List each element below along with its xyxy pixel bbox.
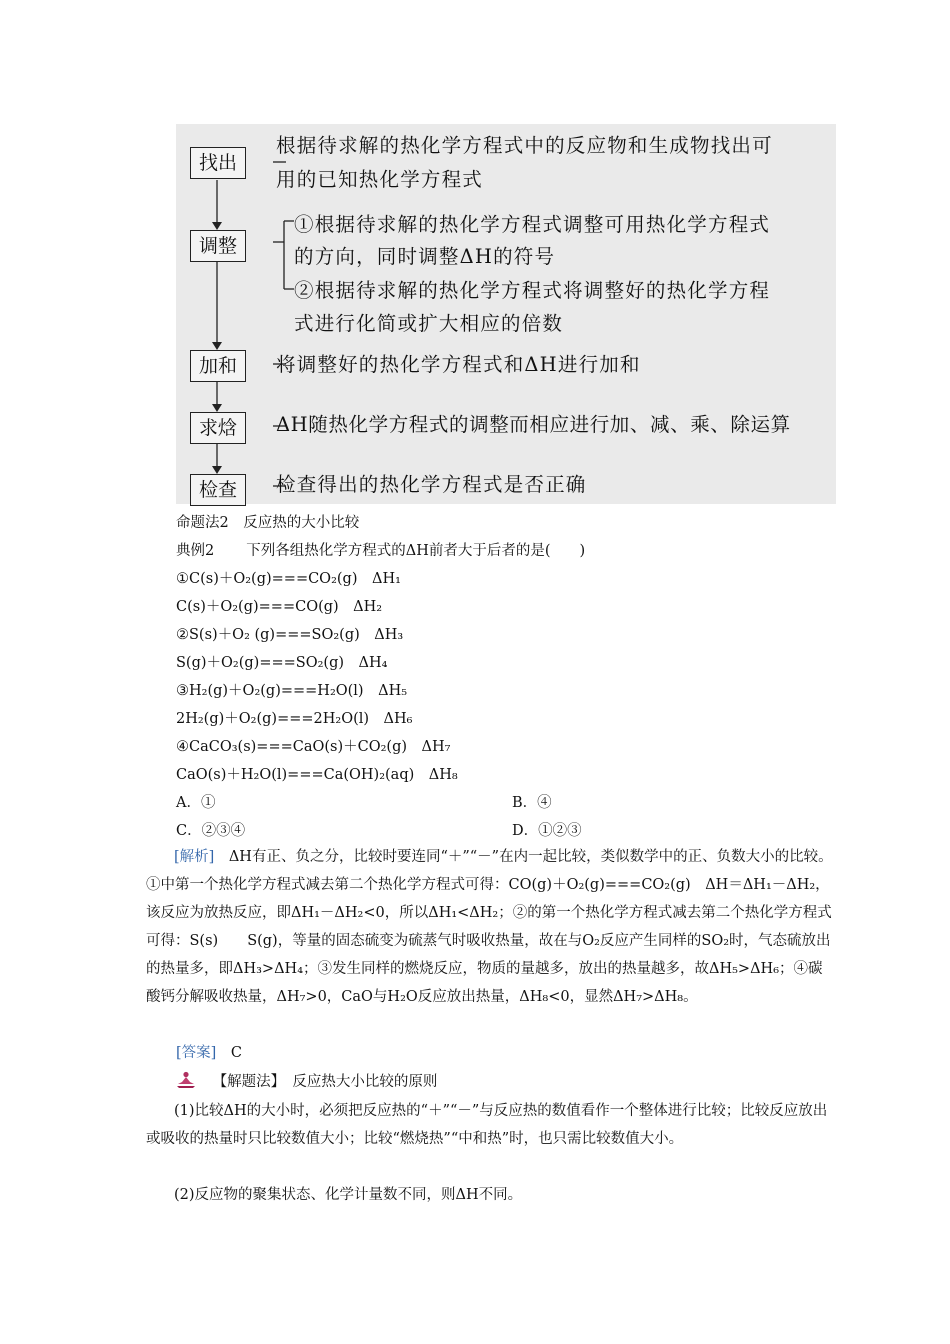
analysis-label: [解析]: [174, 849, 215, 865]
equation-1a: ①C(s)＋O₂(g)===CO₂(g) ΔH₁: [176, 571, 401, 587]
equation-1b: C(s)＋O₂(g)===CO(g) ΔH₂: [176, 599, 383, 615]
step-find-box: 找出: [190, 147, 246, 179]
find-desc-line1: 根据待求解的热化学方程式中的反应物和生成物找出可: [276, 134, 773, 157]
check-desc: 检查得出的热化学方程式是否正确: [276, 473, 587, 496]
example-header: [176, 541, 585, 561]
equation-2a: ②S(s)＋O₂ (g)===SO₂(g) ΔH₃: [176, 627, 404, 643]
analysis-text: ΔH有正、负之分，比较时要连同“＋”“－”在内一起比较，类似数学中的正、负数大小的比较。①中第一个热化学方程式减去第二个热化学方程式可得：CO(g)＋O₂(g)===CO₂(g) ΔH＝ΔH₁－ΔH₂，该反应为放热反应，即ΔH₁－ΔH₂<0，所以ΔH₁<ΔH₂；②的第一个热化学方程式减去第二个热化学方程式可得：S(s) S(g)，等量的固态硫变为硫蒸气时吸收热量，故在与O₂反应产生同样的SO₂时，气态硫放出的热量多，即ΔH₃>ΔH₄；③发生同样的燃烧反应，物质的量越多，放出的热量越多，故ΔH₅>ΔH₆；④碳酸钙分解吸收热量，ΔH₇>0，CaO与H₂O反应放出热量，ΔH₈<0，显然ΔH₇>ΔH₈。: [146, 849, 833, 1005]
equation-3a: ③H₂(g)＋O₂(g)===H₂O(l) ΔH₅: [176, 683, 408, 699]
enthalpy-desc: ΔH随热化学方程式的调整而相应进行加、减、乘、除运算: [276, 413, 791, 436]
step-adjust-box: 调整: [190, 230, 246, 262]
find-desc-line2: 用的已知热化学方程式: [276, 168, 484, 191]
equation-4a: ④CaCO₃(s)===CaO(s)＋CO₂(g) ΔH₇: [176, 739, 451, 755]
equation-3b: 2H₂(g)＋O₂(g)===2H₂O(l) ΔH₆: [176, 711, 413, 727]
adjust-desc-1-line1: ①根据待求解的热化学方程式调整可用热化学方程式: [294, 213, 771, 236]
answer-line: [176, 1043, 242, 1063]
method-title-line: [176, 1071, 437, 1092]
step-enthalpy-box: 求焓: [190, 412, 246, 444]
option-b: B．④: [512, 795, 552, 811]
option-c: C．②③④: [176, 823, 246, 839]
sum-desc: 将调整好的热化学方程式和ΔH进行加和: [276, 353, 641, 376]
method-point-1: (1)比较ΔH的大小时，必须把反应热的“＋”“－”与反应热的数值看作一个整体进行比较；比较反应放出或吸收的热量时只比较数值大小；比较“燃烧热”“中和热”时，也只需比较数值大小。: [146, 1103, 828, 1147]
example-question: 下列各组热化学方程式的ΔH前者大于后者的是( ): [246, 543, 586, 559]
equation-2b: S(g)＋O₂(g)===SO₂(g) ΔH₄: [176, 655, 388, 671]
meditation-figure-icon: [176, 1071, 196, 1089]
answer-label: [答案]: [176, 1045, 217, 1061]
step-sum-box: 加和: [190, 350, 246, 382]
option-a: A．①: [176, 795, 216, 811]
method-point-2: (2)反应物的聚集状态、化学计量数不同，则ΔH不同。: [174, 1187, 523, 1203]
method-title: 【解题法】 反应热大小比较的原则: [212, 1074, 438, 1090]
example-label: 典例2: [176, 543, 215, 559]
option-d: D．①②③: [512, 823, 582, 839]
section-heading: 命题法2 反应热的大小比较: [176, 515, 360, 531]
step-check-box: 检查: [190, 474, 246, 506]
answer-value: C: [230, 1045, 242, 1061]
adjust-desc-1-line2: 的方向，同时调整ΔH的符号: [294, 245, 556, 268]
adjust-desc-2-line2: 式进行化简或扩大相应的倍数: [294, 312, 564, 335]
adjust-desc-2-line1: ②根据待求解的热化学方程式将调整好的热化学方程: [294, 279, 771, 302]
method-flowchart: [176, 124, 836, 504]
equation-4b: CaO(s)＋H₂O(l)===Ca(OH)₂(aq) ΔH₈: [176, 767, 458, 783]
analysis-paragraph: [146, 843, 836, 1011]
